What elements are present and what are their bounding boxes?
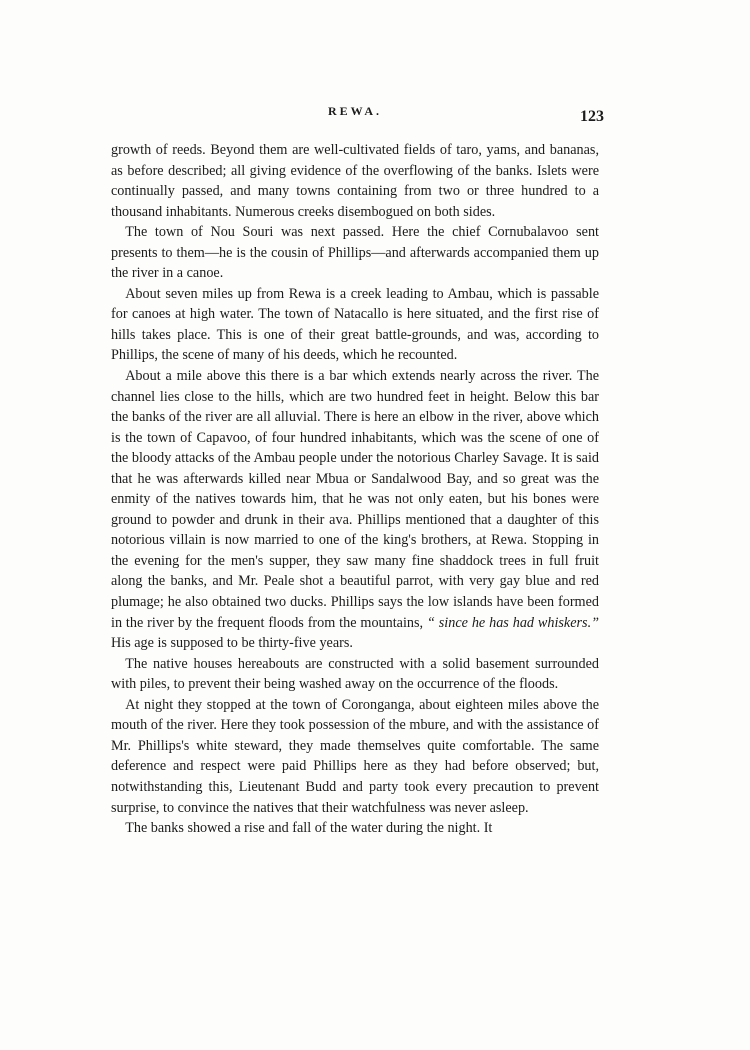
running-title: REWA. (327, 104, 382, 118)
paragraph-text: About a mile above this there is a bar which extends nearly across the river. The channel lies close to the hills, which are two hundred feet in height. Below this bar the banks of the river are all alluvial. There is here an elbow in the river, above which is the town of Capavoo, of four hundred inhabitants, which was the scene of one of the bloody attacks of the Ambau people under the notorious Charley Savage. It is said that he was afterwards killed near Mbua or Sandalwood Bay, and so great was the enmity of the natives towards him, that he was not only eaten, but his bones were ground to powder and drunk in their ava. Phillips mentioned that a daughter of this notorious villain is now married to one of the king's brothers, at Rewa. Stopping in the evening for the men's supper, they saw many fine shaddock trees in full fruit along the banks, and Mr. Peale shot a beautiful parrot, with very gay blue and red plumage; he also obtained two ducks. Phillips says the low islands have been formed in the river by the frequent floods from the mountains, (111, 368, 599, 631)
paragraph (111, 140, 599, 222)
page-number: 123 (580, 108, 604, 125)
running-head (110, 100, 604, 130)
paragraph-text: The town of Nou Souri was next passed. Here the chief Cornubalavoo sent presents to them—he is the cousin of Phillips—and afterwards accompanied them up the river in a canoe. (111, 224, 599, 282)
paragraph-text: The banks showed a rise and fall of the water during the night. It (125, 820, 493, 837)
text-body (111, 140, 599, 839)
paragraph-text: His age is supposed to be thirty-five years. (111, 635, 353, 652)
paragraph (111, 695, 599, 818)
paragraph (111, 818, 599, 839)
paragraph (111, 654, 599, 695)
paragraph (111, 284, 599, 366)
italic-quotation: “ since he has had whiskers.” (426, 614, 600, 631)
paragraph-text: About seven miles up from Rewa is a creek leading to Ambau, which is passable for canoes at high water. The town of Natacallo is here situated, and the first rise of hills takes place. This is one of their great battle-grounds, and was, according to Phillips, the scene of many of his deeds, which he recounted. (111, 285, 599, 364)
paragraph-text: The native houses hereabouts are constructed with a solid basement surrounded with piles, to prevent their being washed away on the occurrence of the floods. (111, 655, 599, 693)
paragraph (111, 366, 599, 654)
paragraph (111, 222, 599, 284)
paragraph-text: At night they stopped at the town of Coronganga, about eighteen miles above the mouth of the river. Here they took possession of the mbure, and with the assistance of Mr. Phillips's white steward, they made themselves quite comfortable. The same deference and respect were paid Phillips here as they had before observed; but, notwithstanding this, Lieutenant Budd and party took every precaution to prevent surprise, to convince the natives that their watchfulness was never asleep. (111, 696, 599, 816)
paragraph-text: growth of reeds. Beyond them are well-cultivated fields of taro, yams, and bananas, as before described; all giving evidence of the overflowing of the banks. Islets were continually passed, and many towns containing from two or three hundred to a thousand inhabitants. Numerous creeks disembogued on both sides. (111, 142, 599, 220)
